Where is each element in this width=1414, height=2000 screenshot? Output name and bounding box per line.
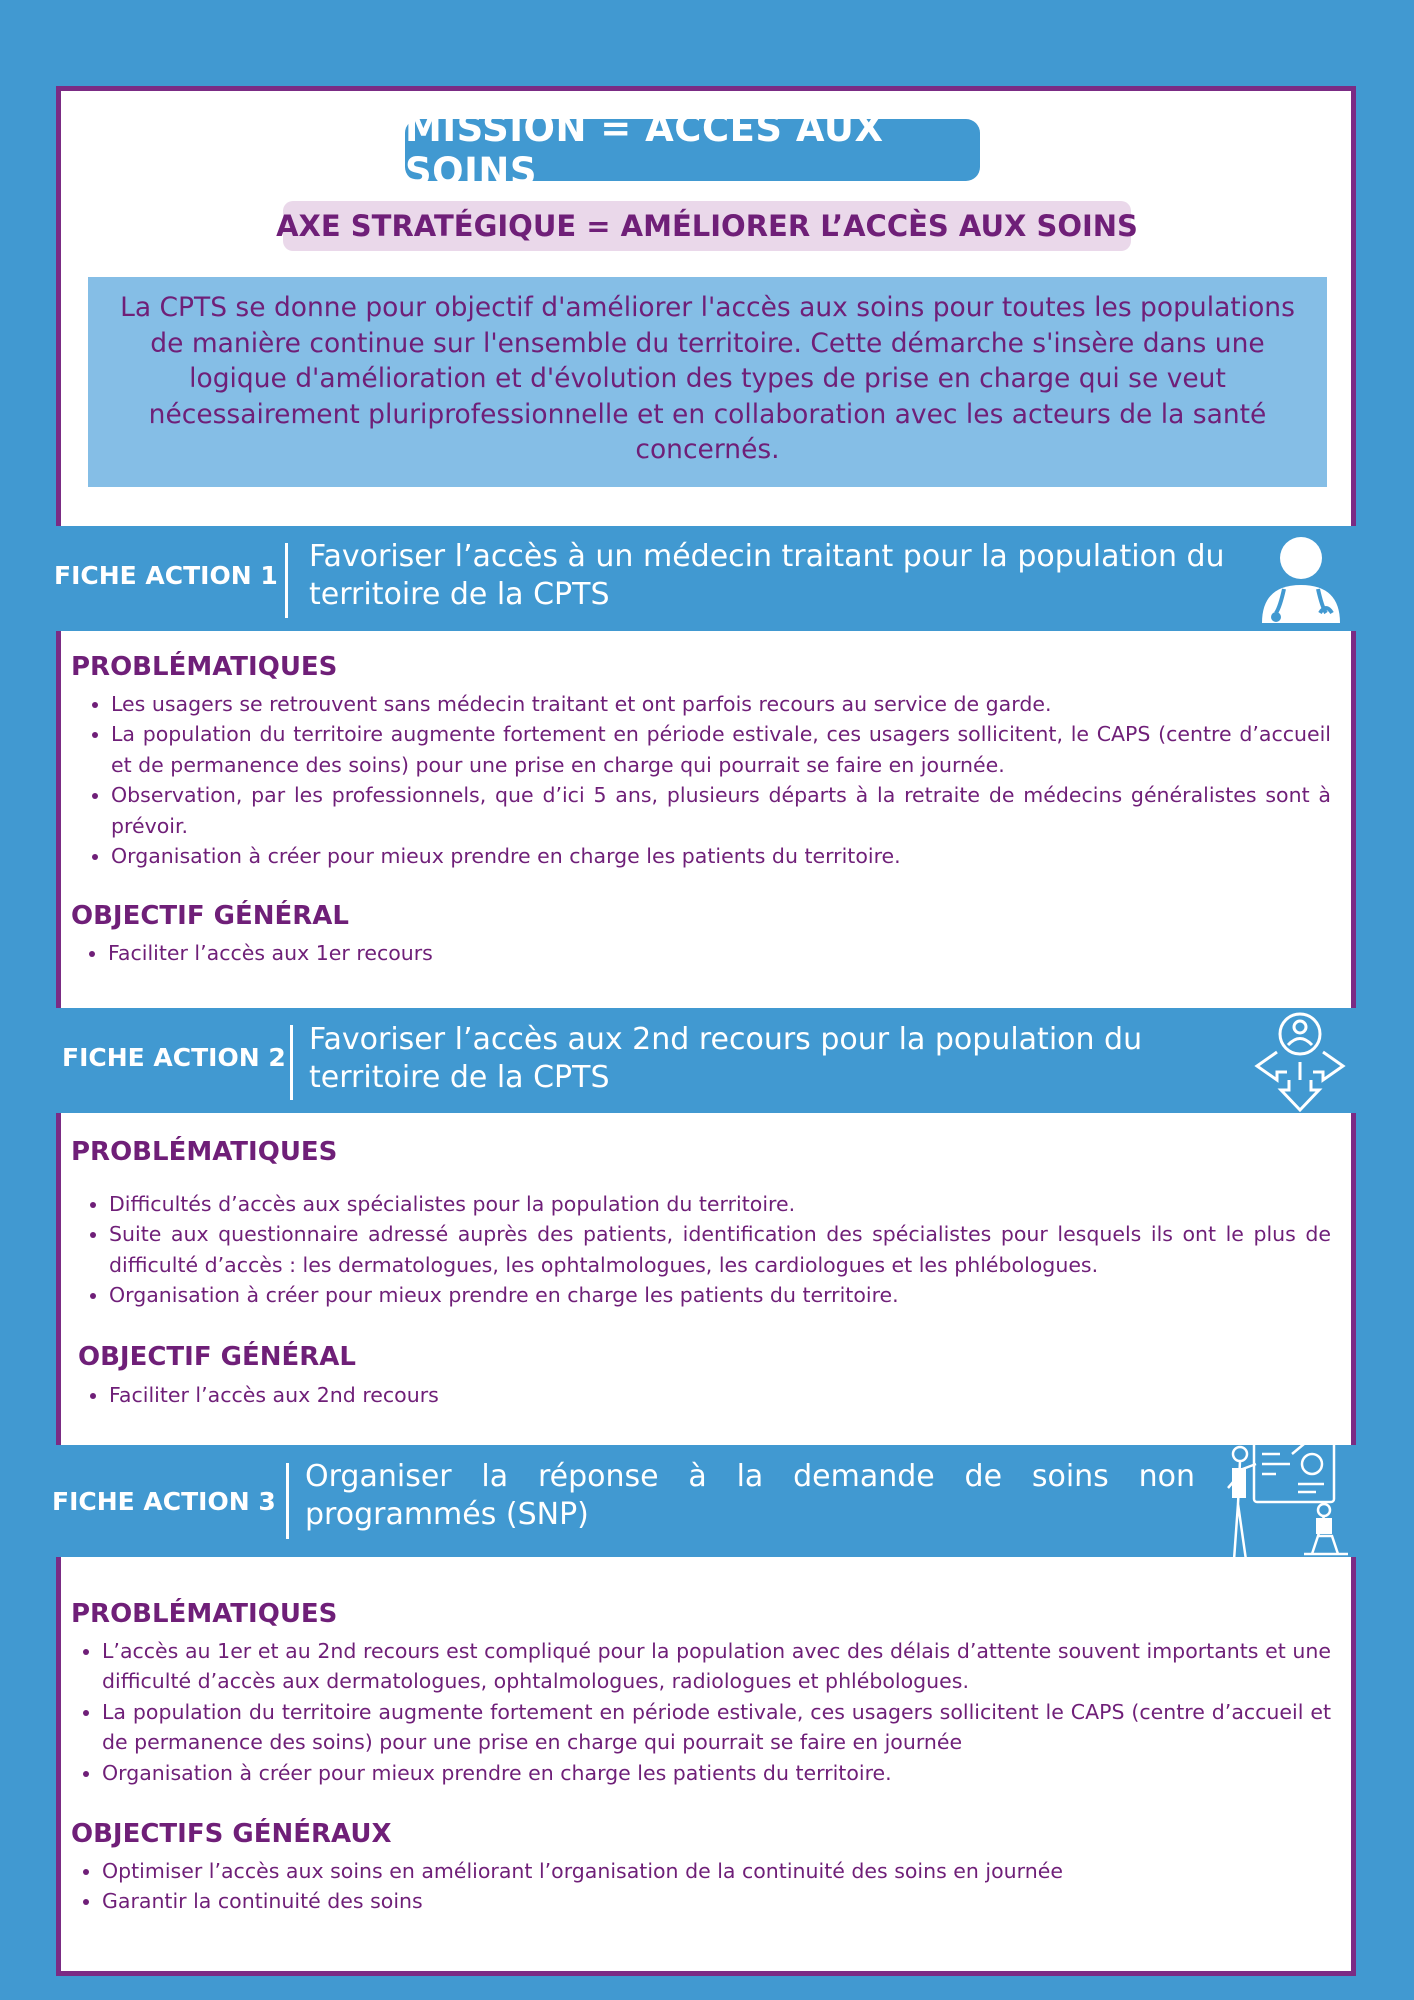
list-item: Les usagers se retrouvent sans médecin traitant et ont parfois recours au service de garde. (81, 689, 1331, 719)
list-item: Organisation à créer pour mieux prendre en charge les patients du territoire. (72, 1758, 1331, 1788)
list-item: Faciliter l’accès aux 1er recours (78, 938, 1278, 968)
list-item: Organisation à créer pour mieux prendre en charge les patients du territoire. (79, 1280, 1331, 1310)
list-item: La population du territoire augmente fortement en période estivale, ces usagers sollicitent le CAPS (centre d’accueil et de permanence des soins) pour une prise en charge qui pourrait se faire en journée (72, 1697, 1331, 1758)
list-item: Garantir la continuité des soins (72, 1886, 1272, 1916)
list-item: La population du territoire augmente fortement en période estivale, ces usagers sollicitent, le CAPS (centre d’accueil et de permanence des soins) pour une prise en charge qui pourrait se faire en journée. (81, 719, 1331, 780)
doctor-icon (1258, 533, 1344, 625)
fiche-action-1-objectives-list (78, 938, 1278, 968)
fiche-action-3-separator (286, 1463, 289, 1539)
fiche-action-1-title: Favoriser l’accès à un médecin traitant pour la population du territoire de la CPTS (309, 539, 1225, 612)
fiche-action-3-problems-heading: PROBLÉMATIQUES (71, 1599, 338, 1629)
referral-arrows-icon (1253, 1010, 1347, 1114)
fiche-action-2-objectives-list (79, 1380, 1279, 1410)
list-item: Suite aux questionnaire adressé auprès des patients, identification des spécialistes pour lesquels ils ont le plus de difficulté d’accès : les dermatologues, les ophtalmologues, les cardiologues et les phlébologues. (79, 1219, 1331, 1280)
list-item: Faciliter l’accès aux 2nd recours (79, 1380, 1279, 1410)
fiche-action-2-title: Favoriser l’accès aux 2nd recours pour la population du territoire de la CPTS (309, 1022, 1143, 1095)
fiche-action-2-separator (290, 1025, 293, 1100)
fiche-action-3-objectives-list (72, 1856, 1272, 1917)
fiche-action-1-label: FICHE ACTION 1 (54, 561, 278, 590)
list-item: Optimiser l’accès aux soins en améliorant l’organisation de la continuité des soins en journée (72, 1856, 1272, 1886)
fiche-action-3-problems-list (72, 1636, 1331, 1788)
mission-title: MISSION = ACCÈS AUX SOINS (405, 119, 980, 181)
fiche-action-2-objective-heading: OBJECTIF GÉNÉRAL (78, 1342, 356, 1372)
fiche-action-1-objective-heading: OBJECTIF GÉNÉRAL (71, 901, 349, 931)
fiche-action-3-label: FICHE ACTION 3 (52, 1487, 276, 1516)
medical-team-illustration-icon (1220, 1414, 1348, 1562)
fiche-action-1-problems-list (81, 689, 1331, 871)
fiche-action-2-problems-heading: PROBLÉMATIQUES (71, 1137, 338, 1167)
list-item: L’accès au 1er et au 2nd recours est compliqué pour la population avec des délais d’attente souvent importants et une difficulté d’accès aux dermatologues, ophtalmologues, radiologues et phlébologues. (72, 1636, 1331, 1697)
fiche-action-1-problems-heading: PROBLÉMATIQUES (71, 652, 338, 682)
fiche-action-3-title: Organiser la réponse à la demande de soins non programmés (SNP) (305, 1459, 1195, 1532)
strategic-axis-title: AXE STRATÉGIQUE = AMÉLIORER L’ACCÈS AUX SOINS (283, 201, 1131, 251)
fiche-action-2-problems-list (79, 1189, 1331, 1311)
fiche-action-1-separator (285, 543, 288, 618)
fiche-action-2-label: FICHE ACTION 2 (62, 1043, 286, 1072)
fiche-action-3-objectives-heading: OBJECTIFS GÉNÉRAUX (71, 1819, 392, 1849)
list-item: Organisation à créer pour mieux prendre en charge les patients du territoire. (81, 841, 1331, 871)
list-item: Observation, par les professionnels, que d’ici 5 ans, plusieurs départs à la retraite de médecins généralistes sont à prévoir. (81, 780, 1331, 841)
list-item: Difficultés d’accès aux spécialistes pour la population du territoire. (79, 1189, 1331, 1219)
intro-text: La CPTS se donne pour objectif d'améliorer l'accès aux soins pour toutes les populations de manière continue sur l'ensemble du territoire. Cette démarche s'insère dans une logique d'amélioration et d'évolution des types de prise en charge qui se veut nécessairement pluriprofessionnelle et en collaboration avec les acteurs de la santé concernés. (88, 277, 1327, 487)
